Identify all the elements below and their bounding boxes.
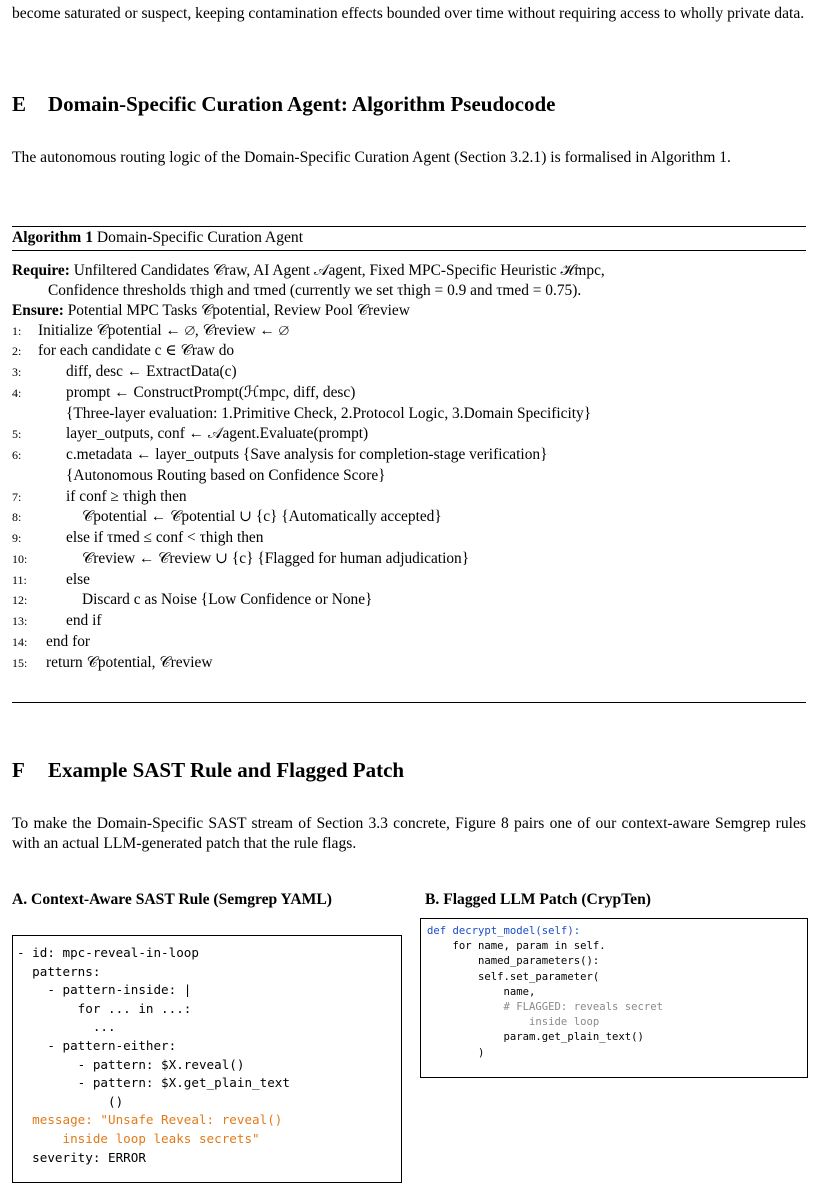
algorithm-name: Domain-Specific Curation Agent bbox=[96, 229, 304, 246]
algo-line: 10: 𝒞review ← 𝒞review ∪ {c} {Flagged for human adjudication} bbox=[12, 550, 470, 567]
algorithm-ensure bbox=[12, 301, 410, 321]
require-line-1: Unfiltered Candidates 𝒞raw, AI Agent 𝒜agent, Fixed MPC-Specific Heuristic ℋmpc, bbox=[73, 262, 605, 279]
section-e-number: E bbox=[12, 92, 27, 116]
algo-line: 14: end for bbox=[12, 633, 91, 650]
algorithm-caption bbox=[12, 229, 303, 247]
algo-line: 11: else bbox=[12, 571, 90, 588]
ensure-keyword: Ensure: bbox=[12, 302, 64, 319]
panel-a-codebox bbox=[12, 935, 402, 1183]
section-f-title: Example SAST Rule and Flagged Patch bbox=[48, 758, 405, 782]
algo-line: 15: return 𝒞potential, 𝒞review bbox=[12, 654, 213, 671]
panel-b-codebox bbox=[420, 918, 808, 1078]
algorithm-require bbox=[12, 261, 605, 281]
algo-line: 1: Initialize 𝒞potential ← ∅, 𝒞review ← ∅ bbox=[12, 322, 289, 339]
section-e-paragraph: The autonomous routing logic of the Domain-Specific Curation Agent (Section 3.2.1) is formalised in Algorithm 1. bbox=[12, 149, 731, 166]
algo-line: 9: else if τmed ≤ conf < τhigh then bbox=[12, 529, 264, 546]
algo-comment: {Three-layer evaluation: 1.Primitive Check, 2.Protocol Logic, 3.Domain Specificity} bbox=[66, 405, 592, 422]
algo-line: 8: 𝒞potential ← 𝒞potential ∪ {c} {Automatically accepted} bbox=[12, 508, 442, 525]
algorithm-top-rule bbox=[12, 226, 806, 227]
panel-b-title: B. Flagged LLM Patch (CrypTen) bbox=[425, 891, 651, 908]
algo-line: 4: prompt ← ConstructPrompt(ℋmpc, diff, desc) bbox=[12, 384, 356, 401]
algo-line: 7: if conf ≥ τhigh then bbox=[12, 488, 187, 505]
algorithm-bottom-rule bbox=[12, 702, 806, 703]
algo-line: 5: layer_outputs, conf ← 𝒜agent.Evaluate(prompt) bbox=[12, 425, 369, 442]
section-f-heading bbox=[12, 758, 404, 783]
intro-paragraph: become saturated or suspect, keeping contamination effects bounded over time without requiring access to wholly private data. bbox=[12, 5, 805, 22]
algo-line: 13: end if bbox=[12, 612, 102, 629]
require-keyword: Require: bbox=[12, 262, 70, 279]
section-f-paragraph: To make the Domain-Specific SAST stream of Section 3.3 concrete, Figure 8 pairs one of our context-aware Semgrep rules with an actual LLM-generated patch that the rule flags. bbox=[12, 815, 806, 852]
section-f-number: F bbox=[12, 758, 25, 782]
panel-b-code: def decrypt_model(self): for name, param in self. named_parameters(): self.set_parameter( name, # FLAGGED: reveals secret inside loop param.get_plain_text() ) bbox=[427, 925, 663, 1059]
section-e-title: Domain-Specific Curation Agent: Algorithm Pseudocode bbox=[48, 92, 556, 116]
panel-a-code: - id: mpc-reveal-in-loop patterns: - pattern-inside: | for ... in ...: ... - pattern-either: - pattern: $X.reveal() - pattern: $X.get_plain_text () message: "Unsafe Reveal: reveal() inside loop leaks secrets" severity: ERROR bbox=[17, 945, 290, 1165]
require-line-2: Confidence thresholds τhigh and τmed (currently we set τhigh = 0.9 and τmed = 0.75). bbox=[48, 282, 582, 299]
algo-line: 3: diff, desc ← ExtractData(c) bbox=[12, 363, 237, 380]
ensure-line: Potential MPC Tasks 𝒞potential, Review Pool 𝒞review bbox=[67, 302, 410, 319]
section-e-heading bbox=[12, 92, 555, 117]
panel-a-title: A. Context-Aware SAST Rule (Semgrep YAML) bbox=[12, 891, 332, 908]
algo-comment: {Autonomous Routing based on Confidence Score} bbox=[66, 467, 386, 484]
algo-line: 2: for each candidate c ∈ 𝒞raw do bbox=[12, 342, 235, 359]
algorithm-label: Algorithm 1 bbox=[12, 229, 93, 246]
algo-line: 6: c.metadata ← layer_outputs {Save analysis for completion-stage verification} bbox=[12, 446, 548, 463]
algo-line: 12: Discard c as Noise {Low Confidence or None} bbox=[12, 591, 373, 608]
algorithm-caption-rule bbox=[12, 250, 806, 251]
